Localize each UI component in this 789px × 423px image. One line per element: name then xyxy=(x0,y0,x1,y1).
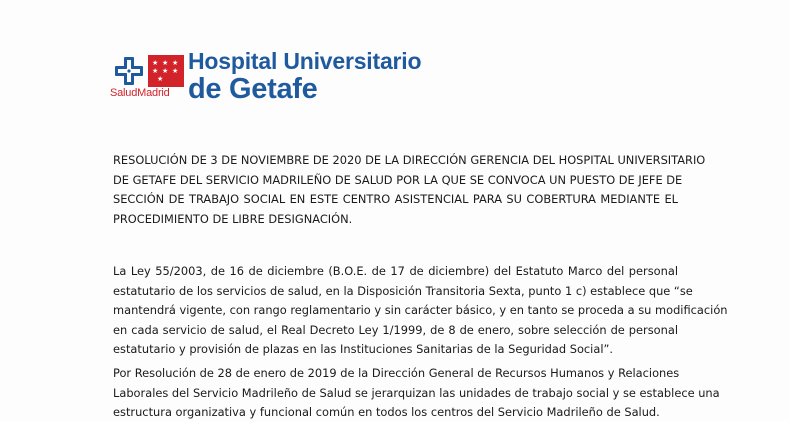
logo-caption-salud: Salud xyxy=(110,87,138,99)
paragraph-resolucion-2019 xyxy=(113,364,720,423)
logo-caption-madrid: Madrid xyxy=(137,87,170,99)
hospital-name xyxy=(188,48,421,104)
text-line: DE GETAFE DEL SERVICIO MADRILEÑO DE SALUD POR LA QUE SE CONVOCA UN PUESTO DE JEFE DE xyxy=(113,172,683,187)
text-line: en cada servicio de salud, el Real Decreto Ley 1/1999, de 8 de enero, sobre selección de personal xyxy=(113,322,678,337)
text-line: La Ley 55/2003, de 16 de diciembre (B.O.E. de 17 de diciembre) del Estatuto Marco del personal xyxy=(113,264,678,278)
madrid-flag-icon: ★ ★ ★ ★ ★ ★ ★ xyxy=(148,55,184,87)
salud-madrid-logo xyxy=(108,54,182,98)
text-line: SECCIÓN DE TRABAJO SOCIAL EN ESTE CENTRO ASISTENCIAL PARA SU COBERTURA MEDIANTE EL xyxy=(113,192,678,207)
resolution-title xyxy=(113,151,706,229)
text-line: Por Resolución de 28 de enero de 2019 de la Dirección General de Recursos Humanos y Relaciones xyxy=(113,366,680,380)
text-line: RESOLUCIÓN DE 3 DE NOVIEMBRE DE 2020 DE LA DIRECCIÓN GERENCIA DEL HOSPITAL UNIVERSITARIO xyxy=(113,153,706,167)
text-line: estatutario y provisión de plazas en las Instituciones Sanitarias de la Seguridad Social”. xyxy=(113,342,614,357)
hospital-name-line1: Hospital Universitario xyxy=(188,48,422,74)
medical-cross-icon xyxy=(114,56,144,86)
text-line: mantendrá vigente, con rango reglamentario y sin carácter básico, y en tanto se proceda a su modificación xyxy=(113,303,728,318)
letterhead xyxy=(108,48,468,108)
text-line: PROCEDIMIENTO DE LIBRE DESIGNACIÓN. xyxy=(113,211,353,226)
text-line: Laborales del Servicio Madrileño de Salud se jerarquizan las unidades de trabajo social y se establece una xyxy=(113,385,720,400)
logo-caption xyxy=(110,87,170,99)
paragraph-estatuto-marco xyxy=(113,262,728,360)
text-line: estructura organizativa y funcional común en todos los centros del Servicio Madrileño de Salud. xyxy=(113,405,660,420)
hospital-name-line2: de Getafe xyxy=(188,73,318,105)
text-line: estatutario de los servicios de salud, en la Disposición Transitoria Sexta, punto 1 c) establece que “se xyxy=(113,283,693,298)
